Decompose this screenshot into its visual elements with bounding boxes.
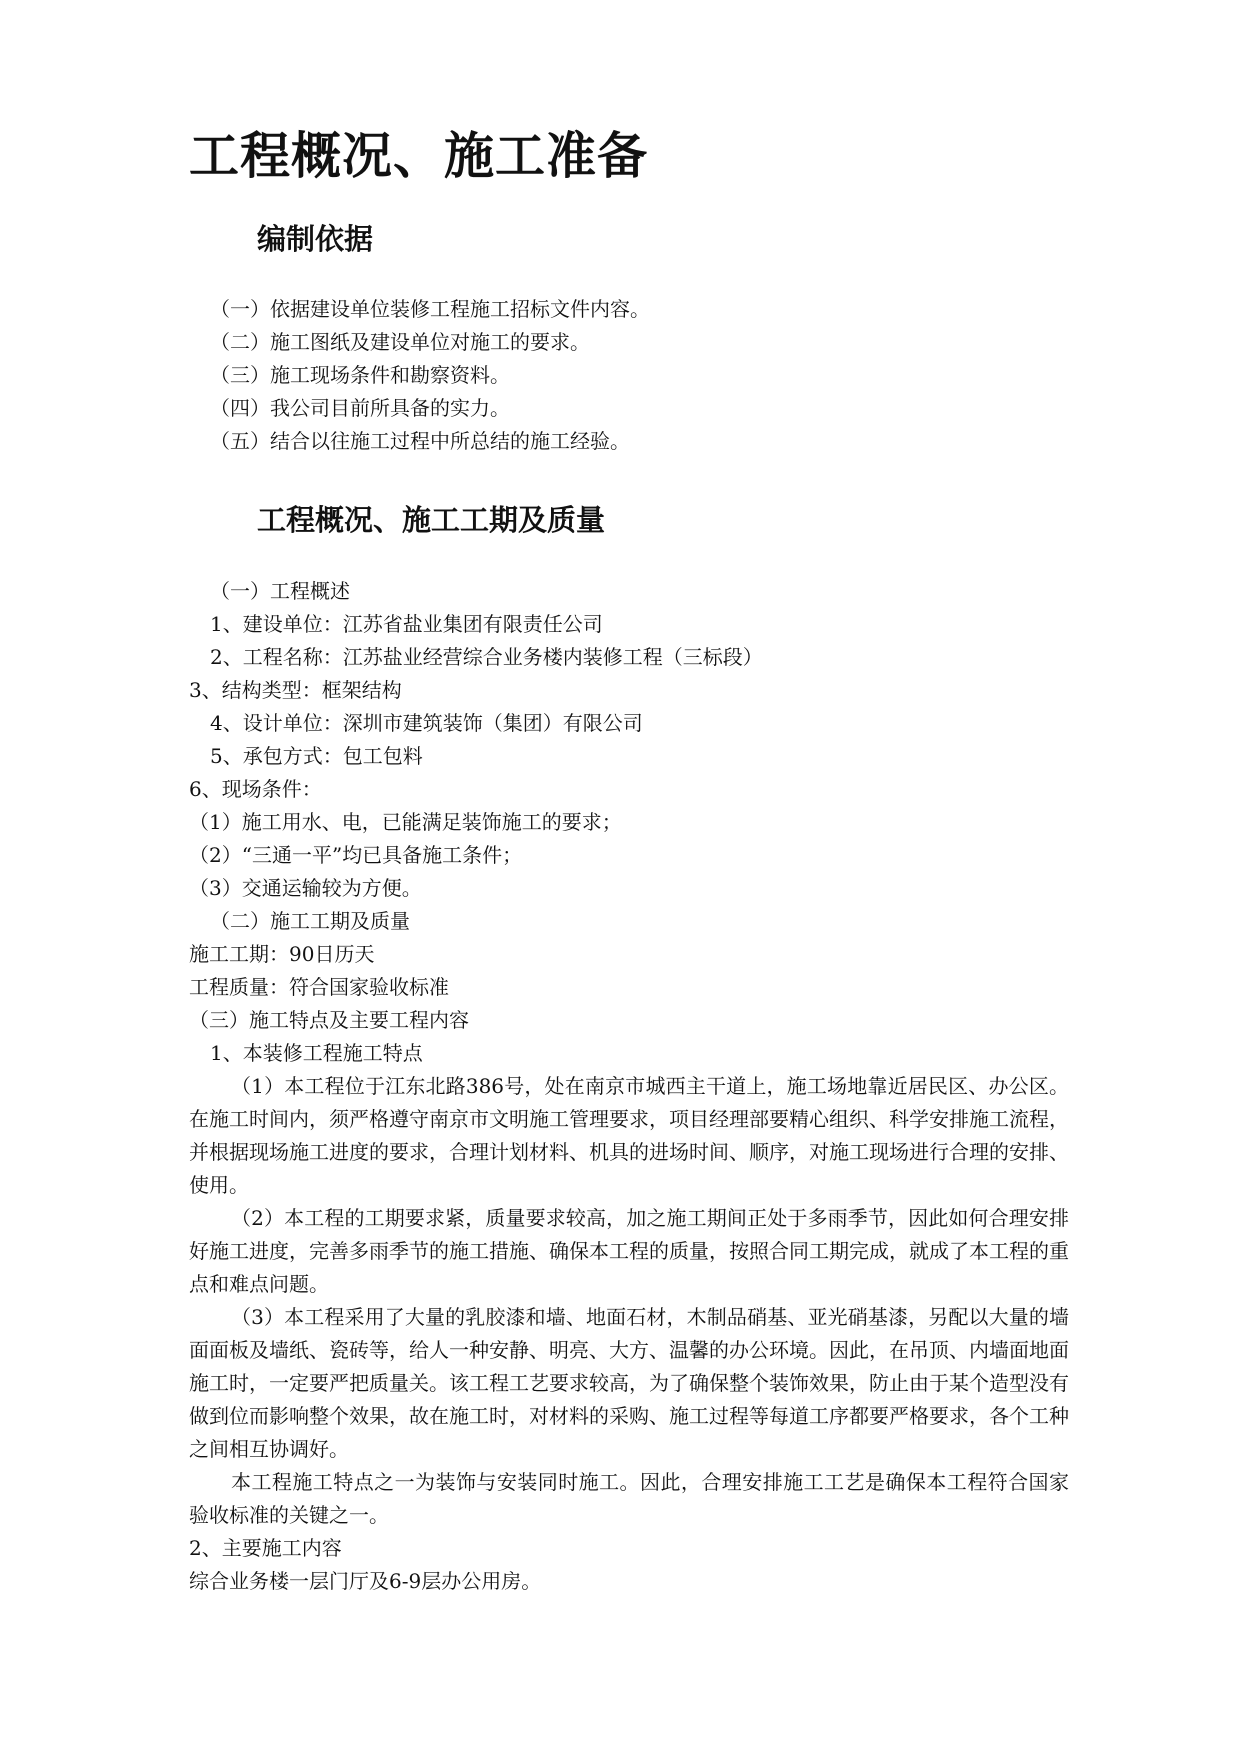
text-line: 6、现场条件： [189, 777, 322, 801]
section-heading-basis: 编制依据 [257, 222, 374, 256]
text-line: 1、本装修工程施工特点 [210, 1041, 423, 1065]
document-title: 工程概况、施工准备 [189, 126, 648, 185]
body-paragraph: （1）本工程位于江东北路386号，处在南京市城西主干道上，施工场地靠近居民区、办公区。在施工时间内，须严格遵守南京市文明施工管理要求，项目经理部要精心组织、科学安排施工流程，并根据现场施工进度的要求，合理计划材料、机具的进场时间、顺序，对施工现场进行合理的安排、使用。 [189, 1074, 1069, 1197]
body-paragraph: （2）本工程的工期要求紧，质量要求较高，加之施工期间正处于多雨季节，因此如何合理安排好施工进度，完善多雨季节的施工措施、确保本工程的质量，按照合同工期完成，就成了本工程的重点和难点问题。 [189, 1206, 1069, 1296]
text-line: （三）施工特点及主要工程内容 [189, 1008, 469, 1032]
section-heading-overview: 工程概况、施工工期及质量 [257, 503, 606, 537]
text-line: 工程质量：符合国家验收标准 [189, 975, 449, 999]
text-line: 3、结构类型：框架结构 [189, 678, 402, 702]
text-line: 1、建设单位：江苏省盐业集团有限责任公司 [210, 612, 603, 636]
text-line: 施工工期：90日历天 [189, 942, 375, 966]
text-line: 4、设计单位：深圳市建筑装饰（集团）有限公司 [210, 711, 643, 735]
list-item: （一）依据建设单位装修工程施工招标文件内容。 [210, 297, 650, 321]
text-line: （2）“三通一平”均已具备施工条件； [189, 843, 523, 867]
list-item: （二）施工图纸及建设单位对施工的要求。 [210, 330, 590, 354]
text-line: 2、主要施工内容 [189, 1536, 342, 1560]
list-item: （四）我公司目前所具备的实力。 [210, 396, 510, 420]
list-item: （五）结合以往施工过程中所总结的施工经验。 [210, 429, 630, 453]
body-paragraph: （3）本工程采用了大量的乳胶漆和墙、地面石材，木制品硝基、亚光硝基漆，另配以大量的墙面面板及墙纸、瓷砖等，给人一种安静、明亮、大方、温馨的办公环境。因此，在吊顶、内墙面地面施工时，一定要严把质量关。该工程工艺要求较高，为了确保整个装饰效果，防止由于某个造型没有做到位而影响整个效果，故在施工时，对材料的采购、施工过程等每道工序都要严格要求，各个工种之间相互协调好。 [189, 1305, 1069, 1461]
list-item: （三）施工现场条件和勘察资料。 [210, 363, 510, 387]
basis-list [189, 293, 1069, 458]
text-line: 综合业务楼一层门厅及6-9层办公用房。 [189, 1569, 542, 1593]
text-line: 5、承包方式：包工包料 [210, 744, 423, 768]
text-line: （1）施工用水、电，已能满足装饰施工的要求； [189, 810, 622, 834]
text-line: （二）施工工期及质量 [210, 909, 410, 933]
text-line: （一）工程概述 [210, 579, 350, 603]
overview-body [189, 575, 1069, 1598]
text-line: 2、工程名称：江苏盐业经营综合业务楼内装修工程（三标段） [210, 645, 763, 669]
body-paragraph: 本工程施工特点之一为装饰与安装同时施工。因此，合理安排施工工艺是确保本工程符合国家验收标准的关键之一。 [189, 1470, 1069, 1527]
text-line: （3）交通运输较为方便。 [189, 876, 422, 900]
